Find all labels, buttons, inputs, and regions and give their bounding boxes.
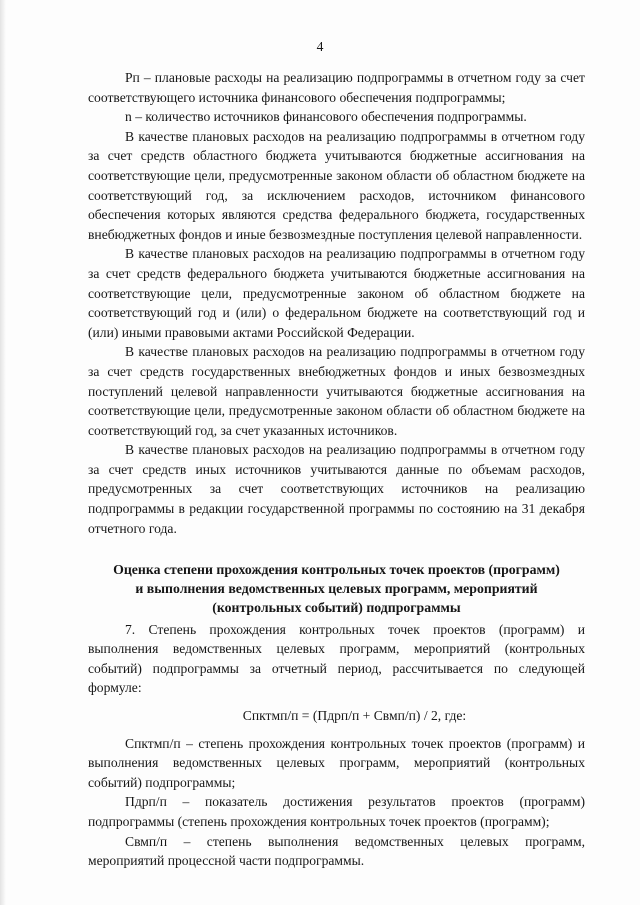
formula: Спктмп/п = (Пдрп/п + Свмп/п) / 2, где: xyxy=(242,707,467,723)
section-heading xyxy=(88,560,585,618)
section-heading-line: (контрольных событий) подпрограммы xyxy=(212,600,461,616)
paragraph-clause-7: 7. Степень прохождения контрольных точек проектов (программ) и выполнения ведомственных целевых программ, мероприятий (контрольных событий) подпрограммы за отчетный период, рассчитывается по следующей формуле: xyxy=(88,621,585,696)
section-heading-line: Оценка степени прохождения контрольных точек проектов (программ) xyxy=(113,562,560,577)
paragraph-federal-budget: В качестве плановых расходов на реализацию подпрограммы в отчетном году за счет средств федерального бюджета учитываются бюджетные ассигнования на соответствующие цели, предусмотренные законом об областном бюджете на соответствующий год и (или) о федеральном бюджете на соответствующий год и (или) иными правовыми актами Российской Федерации. xyxy=(88,246,585,340)
paragraph-pp-definition: Pп – плановые расходы на реализацию подпрограммы в отчетном году за счет соответствующего источника финансового обеспечения подпрограммы; xyxy=(88,70,585,105)
scan-edge-shadow xyxy=(0,0,6,905)
paragraph-n-definition: n – количество источников финансового обеспечения подпрограммы. xyxy=(125,109,527,125)
paragraph-svmp-definition: Свмп/п – степень выполнения ведомственных целевых программ, мероприятий процессной части подпрограммы. xyxy=(88,833,585,869)
text-block-top xyxy=(88,68,585,538)
paragraph-other-sources: В качестве плановых расходов на реализацию подпрограммы в отчетном году за счет средств иных источников учитываются данные по объемам расходов, предусмотренных за счет соответствующих источников на реализацию подпрограммы в редакции государственной программы по состоянию на 31 декабря отчетного года. xyxy=(88,442,585,536)
paragraph-pdrp-definition: Пдрп/п – показатель достижения результатов проектов (программ) подпрограммы (степень прохождения контрольных точек проектов (программ); xyxy=(88,794,585,829)
paragraph-spktmp-definition: Спктмп/п – степень прохождения контрольных точек проектов (программ) и выполнения ведомственных целевых программ, мероприятий (контрольных событий) подпрограммы; xyxy=(88,735,585,790)
paragraph-regional-budget: В качестве плановых расходов на реализацию подпрограммы в отчетном году за счет средств областного бюджета учитываются бюджетные ассигнования на соответствующие цели, предусмотренные законом области об областном бюджете на соответствующий год, за исключением расходов, источником финансового обеспечения которых являются средства федерального бюджета, государственных внебюджетных фондов и иные безвозмездные поступления целевой направленности. xyxy=(88,128,585,242)
paragraph-extrabudgetary-funds: В качестве плановых расходов на реализацию подпрограммы в отчетном году за счет средств государственных внебюджетных фондов и иных безвозмездных поступлений целевой направленности учитываются бюджетные ассигнования на соответствующие цели, предусмотренные законом области об областном бюджете на соответствующий год, за счет указанных источников. xyxy=(88,344,585,438)
text-block-bottom xyxy=(88,560,585,871)
page-number: 4 xyxy=(316,39,324,54)
section-heading-line: и выполнения ведомственных целевых программ, мероприятий xyxy=(135,581,538,597)
